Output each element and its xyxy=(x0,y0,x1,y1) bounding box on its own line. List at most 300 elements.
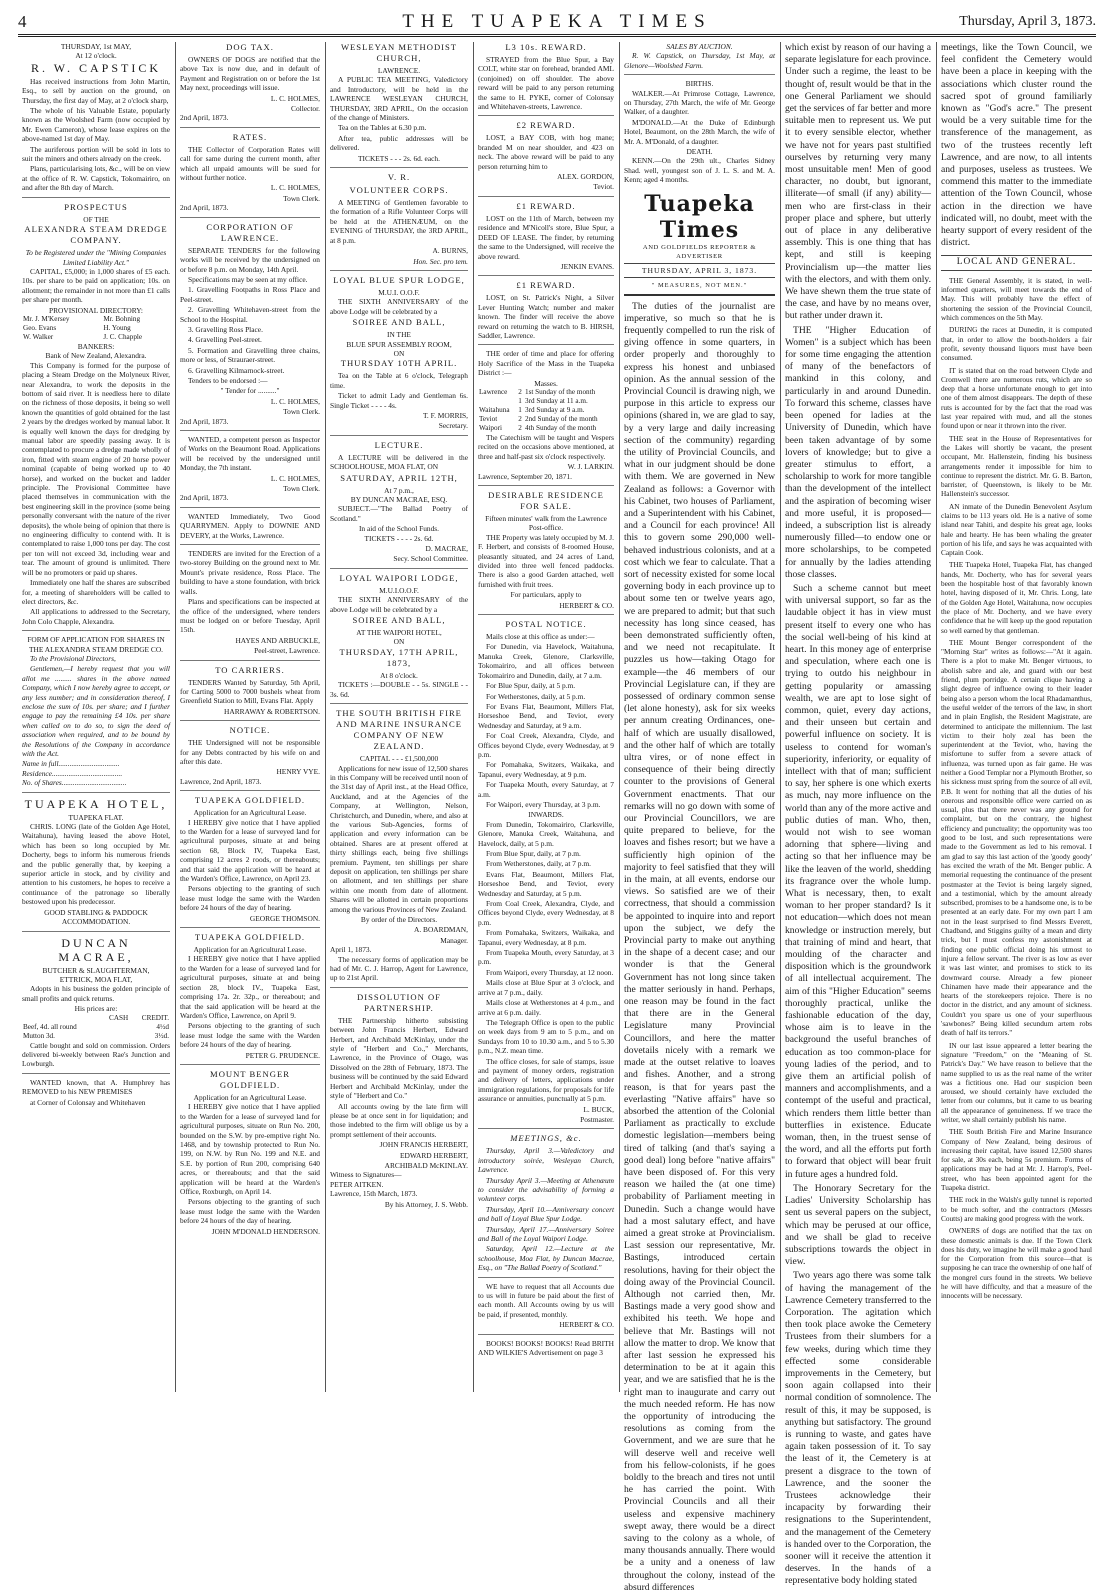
prices-heading: His prices are: xyxy=(22,1004,170,1013)
notice-date: 2nd April, 1873. xyxy=(180,493,320,502)
signature: A. BOARDMAN, xyxy=(330,925,468,934)
newspaper-title: THE TUAPEKA TIMES xyxy=(18,12,1096,32)
goldfield-heading: TUAPEKA GOLDFIELD. xyxy=(180,932,320,943)
table-row xyxy=(22,1023,170,1032)
nameplate-subtitle: AND GOLDFIELDS REPORTER & ADVERTISER xyxy=(624,243,775,261)
prospectus-of-the: OF THE xyxy=(22,215,170,224)
list-item: 5. Formation and Gravelling three chains, more or less, of Strauraer-street. xyxy=(180,346,320,365)
separator xyxy=(180,430,320,431)
wesleyan-advert xyxy=(330,42,468,163)
volunteer-advert xyxy=(330,172,468,266)
separator xyxy=(330,987,468,988)
volunteer-text: A MEETING of Gentlemen favorable to the formation of a Rifle Volunteer Corps will be held at the ATHENÆUM, on the EVENING of THURSDAY, the 3RD APRIL, at 8 p.m. xyxy=(330,198,468,245)
inwards-heading: INWARDS. xyxy=(478,810,614,819)
dissolution-heading: DISSOLUTION OF PARTNERSHIP. xyxy=(330,992,468,1014)
auction-text: Has received instructions from John Martin, Esq., to sell by auction on the ground, on Thursday, the first day of May, at 2 o'clock sharp, xyxy=(22,77,170,105)
news-item: IN our last issue appeared a letter bearing the signature "Freedom," on the "Meaning of St. Patrick's Day." We have reason to believe that the name supplied to us as the real name of the writer was a fictitious one. Had our suspicion been aroused, we should certainly have excluded the letter from our columns, but it came to us bearing all the appearance of genuineness. If we trace the writer, we shall certainly publish his name. xyxy=(941,1041,1092,1125)
notice-date: Lawrence, 2nd April, 1873. xyxy=(180,777,320,786)
signature-title: Manager. xyxy=(330,936,468,945)
mass-count: 1 xyxy=(517,397,524,406)
cash-column-header: CASH xyxy=(100,1014,130,1023)
notice-date: 2nd April, 1873. xyxy=(180,203,320,212)
wesleyan-text: After tea, public addresses will be delivered. xyxy=(330,134,468,153)
dissolution-text: THE Partnership hitherto subsisting between John Francis Herbert, Edward Herbert, and Archibald McKinlay, under the style of "Herbert and Co.," Merchants, Lawrence, in the Province of Otago, was Dissolved on the 28th of February, 1873. The business will be continued by the said Edward Herbert and Archibald McKinlay, under the style of "Herbert and Co." xyxy=(330,1016,468,1101)
separator xyxy=(180,720,320,721)
signature: L. BUCK, xyxy=(478,1105,614,1114)
mass-text: THE order of time and place for offering Holy Sacrifice of the Mass in the Tuapeka District :— xyxy=(478,349,614,377)
postal-text: Mails close at Blue Spur at 3 o'clock, and arrive at 7 p.m., daily. xyxy=(478,978,614,997)
mass-time: 3rd Sunday at 11 a.m. xyxy=(524,397,614,406)
cash-price xyxy=(100,1032,130,1041)
separator xyxy=(478,1334,614,1335)
dog-tax-text: OWNERS OF DOGS are notified that the above Tax is now due, and in default of Payment and Registration on or before the 1st May next, proceedings will issue. xyxy=(180,55,320,93)
ticket-price: TICKETS - - - - 2s. 6d. xyxy=(330,534,468,543)
news-item: THE South British Fire and Marine Insurance Company of New Zealand, being desirous of increasing their capital, have issued 12,500 shares for sale, at 30s each, being 5s premium. Forms of applications may be had at Mr. J. Harrop's, Peel-street, who has been appointed agent for the Tuapeka district. xyxy=(941,1127,1092,1192)
goldfield-lease xyxy=(180,795,320,923)
notice-date: Lawrence, September 20, 1871. xyxy=(478,472,614,481)
column-7 xyxy=(937,42,1096,1392)
insurance-text: Applications for new issue of 12,500 shares in this Company will be received until noon of the 31st day of April inst., at the Head Office, Auckland, and at the Agencies of the Company, at Wellington, Nelson, Christchurch, and Dunedin, where, and also at the various Sub-Agencies, forms of application and every information can be obtained. Shares are at present offered at thirty shillings each, being five shillings premium. Payment, ten shillings per share deposit on application, ten shillings per share on allotment, and ten shillings per share within one month from date of allotment. Shares will be allotted in certain proportions among the various Provinces of New Zealand. xyxy=(330,764,468,915)
capital-text: CAPITAL, £5,000; in 1,000 shares of £5 each. 10s. per share to be paid on application; 10s. on allotment; the remainder in not more than £1 calls per share per month. xyxy=(22,267,170,305)
goldfield-text: I HEREBY give notice that I have applied to the Warden for a lease of surveyed land for agricultural purposes, situate on Run No. 200, bounded on the S.W. by pre-emptive right No. 1468, and by township protected to Run No. 199, on N.W. by Run No. 199 and N.E. and S.E. by portion of Run 200, comprising 640 acres, or thereabouts; and that the said application will be heard at the Warden's Office, Roxburgh, on April 14. xyxy=(180,1102,320,1196)
lodge-date: THURSDAY 10TH APRIL. xyxy=(330,358,468,369)
list-item: 1. Gravelling Footpaths in Ross Place and Peel-street. xyxy=(180,285,320,304)
article-paragraph: THE "Higher Education of Women" is a subject which has been for some time engaging the attention of many of the benefactors of mankind in this colony, and particularly in and around Dunedin. To forward this scheme, classes have been opened for ladies at the University of Dunedin, which have been taken advantage of by some lovers of knowledge; but to give a greater stimulus to effort, a scholarship to work for more tangible than the development of the intellect and the aspiration of becoming wiser and more useful, it is proposed—indeed, a subscription list is already numerously filled—to endow one or more scholarships, to be competed for annually by the ladies attending those classes. xyxy=(785,325,931,581)
hotel-advert xyxy=(22,797,170,927)
inspector-text: WANTED, a competent person as Inspector of Works on the Beaumont Road. Applications will be received by the undersigned until Monday, the 7th instant. xyxy=(180,435,320,473)
mass-time: 1st Sunday of the month xyxy=(524,388,614,397)
separator xyxy=(330,568,468,569)
reward-heading: L3 10s. REWARD. xyxy=(478,42,614,53)
signature: HENRY VYE. xyxy=(180,767,320,776)
separator xyxy=(180,1064,320,1065)
nameplate-title: Tuapeka Times xyxy=(624,191,775,243)
bankers-name: Bank of New Zealand, Alexandra. xyxy=(22,351,170,360)
price-item: Beef, 4d. all round xyxy=(22,1023,100,1032)
lecture-time: At 7 p.m., xyxy=(330,486,468,495)
residence-for-sale xyxy=(478,490,614,610)
director-name: W. Walker xyxy=(22,333,102,342)
postal-heading: POSTAL NOTICE. xyxy=(478,619,614,630)
list-item: 6. Gravelling Kilmarnock-street. xyxy=(180,366,320,375)
signature: HERBERT & CO. xyxy=(478,1320,614,1329)
postal-text: From Coal Creek, Alexandra, Clyde, and Offices beyond Clyde, every Wednesday, at 8 p.m. xyxy=(478,899,614,927)
mass-time: 2nd Sunday of the month xyxy=(524,415,614,424)
separator xyxy=(180,790,320,791)
prospectus-text: Immediately one half the shares are subscribed for, a meeting of shareholders will be called to elect directors, &c. xyxy=(22,578,170,606)
removal-text: at Corner of Colonsay and Whitehaven xyxy=(22,1098,170,1107)
table-row xyxy=(478,406,614,415)
postal-notice xyxy=(478,619,614,1124)
signature: HARRAWAY & ROBERTSON. xyxy=(180,707,320,716)
postal-text: From Tuapeka Mouth, every Saturday, at 3 p.m. xyxy=(478,948,614,967)
list-item: Thursday, April 10.—Anniversary concert and ball of Loyal Blue Spur Lodge. xyxy=(478,1205,614,1224)
separator xyxy=(478,196,614,197)
signature: L. C. HOLMES, xyxy=(180,474,320,483)
lecture-subject: SUBJECT.—"The Ballad Poetry of Scotland." xyxy=(330,504,468,523)
page-number: 4 xyxy=(18,12,27,32)
postal-text: Mails close at Wetherstones at 4 p.m., and arrive at 6 p.m. daily. xyxy=(478,998,614,1017)
corporation-tenders xyxy=(180,222,320,426)
reward-text: LOST on the 11th of March, between my residence and M'Nicoll's store, Blue Spur, a DEED OF LEASE. The finder, by returning the same to the Undersigned, will receive the above reward. xyxy=(478,214,614,261)
reward-notice xyxy=(478,280,614,340)
wesleyan-location: LAWRENCE. xyxy=(330,66,468,75)
death-heading: DEATH. xyxy=(624,147,775,156)
quarrymen-wanted xyxy=(180,512,320,540)
debts-notice xyxy=(180,725,320,786)
postal-text: For Pomahaka, Switzers, Waikaka, and Tapanui, every Wednesday, at 9 p.m. xyxy=(478,760,614,779)
separator xyxy=(22,1073,170,1074)
goldfield-text: I HEREBY give notice that I have applied to the Warden for a lease of surveyed land for agricultural purposes, situate at and being section 28, block IV., Tuapeka East, comprising 17a. 2r. 32p., or thereabout; and that the said application will be heard at the Warden's Office, Lawrence, on April 9. xyxy=(180,954,320,1020)
mass-place: Waipori xyxy=(478,424,517,433)
news-item: AN inmate of the Dunedin Benevolent Asylum claims to be 113 years old. He is a native of some island near Tahiti, and despite his great age, looks hale and hearty. He has been whaling the greater portion of his life, and says he was acquainted with Captain Cook. xyxy=(941,502,1092,558)
list-item: Thursday, April 3.—Valedictory and introductory soirée, Wesleyan Church, Lawrence. xyxy=(478,1146,614,1174)
carriers-text: TENDERS Wanted by Saturday, 5th April, for Carting 5000 to 7000 bushels wheat from Greenfield Station to Mill, Evans Flat. Apply xyxy=(180,678,320,706)
auction-text: Plans, particularising lots, &c., will be on view at the office of R. W. Capstick, Tokomairiro, on and after the 8th day of March. xyxy=(22,164,170,192)
reward-text: LOST, on St. Patrick's Night, a Silver Lever Hunting Watch; number and maker known. The finder will receive the above reward on returning the watch to B. HIRSH, Saddler, Lawrence. xyxy=(478,293,614,340)
list-item: Thursday, April 17.—Anniversary Soiree and Ball of the Loyal Waipori Lodge. xyxy=(478,1225,614,1244)
witness-label: Witness to Signatures— xyxy=(330,1170,468,1179)
births-text: M'DONALD.—At the Duke of Edinburgh Hotel, Beaumont, on the 28th March, the wife of Mr. A. M'Donald, of a daughter. xyxy=(624,118,775,146)
goldfield-text: I HEREBY give notice that I have applied to the Warden for a lease of surveyed land for agricultural purposes, situate at and being section 68, Block IV, Tuapeka East, comprising 12 acres 2 roods, or thereabouts; and that said the application will be heard at the Warden's Office, Lawrence, on April 23. xyxy=(180,818,320,884)
meetings-list xyxy=(478,1133,614,1272)
form-shares-line: No. of Shares................................... xyxy=(22,778,170,787)
prospectus-advert xyxy=(22,202,170,626)
lecture-text: A LECTURE will be delivered in the SCHOOLHOUSE, MOA FLAT, ON xyxy=(330,453,468,472)
rates-text: THE Collector of Corporation Rates will call for same during the current month, after which all unpaid amounts will be sued for without further notice. xyxy=(180,145,320,183)
separator xyxy=(180,507,320,508)
lodge-advert xyxy=(330,275,468,431)
director-name: Mr. Bohning xyxy=(102,315,170,324)
separator xyxy=(22,197,170,198)
reward-heading: £2 REWARD. xyxy=(478,120,614,131)
table-row xyxy=(478,388,614,397)
soiree-heading: SOIREE AND BALL, xyxy=(330,317,468,328)
carriers-heading: TO CARRIERS. xyxy=(180,665,320,676)
tenders-text: Plans and specifications can be inspected at the office of the undersigned, where tenders must be lodged on or before Tuesday, April 15th. xyxy=(180,597,320,635)
issue-date: Thursday, April 3, 1873. xyxy=(959,12,1096,32)
auction-time: At 12 o'clock. xyxy=(22,51,170,60)
company-name: ALEXANDRA STEAM DREDGE COMPANY. xyxy=(22,224,170,246)
column-2 xyxy=(176,42,324,1392)
goldfield-heading: MOUNT BENGER GOLDFIELD. xyxy=(180,1069,320,1091)
postal-text: For Waipori, every Thursday, at 3 p.m. xyxy=(478,800,614,809)
signature: L. C. HOLMES, xyxy=(180,94,320,103)
butcher-text: Cattle bought and sold on commission. Orders delivered bi-weekly between Rae's Junction and Lowburgh. xyxy=(22,1041,170,1069)
wesleyan-text: Tea on the Tables at 6.30 p.m. xyxy=(330,123,468,132)
insurance-text: By order of the Directors. xyxy=(330,915,468,924)
mass-count: 2 xyxy=(517,424,524,433)
mass-place: Teviot xyxy=(478,415,517,424)
column-4 xyxy=(474,42,618,1392)
separator xyxy=(330,167,468,168)
mass-time: 4th Sunday of the month xyxy=(524,424,614,433)
residence-subheading: Fifteen minutes' walk from the Lawrence Post-office. xyxy=(478,514,614,533)
hotel-heading: TUAPEKA HOTEL, xyxy=(22,797,170,811)
separator xyxy=(330,270,468,271)
mass-time: 3rd Sunday at 9 a.m. xyxy=(524,406,614,415)
column-6 xyxy=(781,42,935,1392)
goldfield-lease xyxy=(180,1069,320,1236)
signature: D. MACRAE, xyxy=(330,544,468,553)
news-item: OWNERS of dogs are notified that the tax on these domestic animals is due. If the Town Clerk does his duty, we imagine he will make a good haul for the Corporation from this source—that is supposing he can trace the ownership of one half of the mongrel curs found in the streets. We believe he will have difficulty, and that a measure of the innocents will be necessary. xyxy=(941,1226,1092,1300)
leading-article-continued xyxy=(941,42,1092,249)
signature: JENKIN EVANS. xyxy=(478,262,614,271)
separator xyxy=(478,1277,614,1278)
insurance-text: The necessary forms of application may be had of Mr. C. J. Harrop, Agent for Lawrence, up to 21st April. xyxy=(330,955,468,983)
mass-schedule xyxy=(478,349,614,481)
mass-count: 2 xyxy=(517,388,524,397)
mass-count: 1 xyxy=(517,406,524,415)
separator xyxy=(180,127,320,128)
butcher-place: ETTRICK, MOA FLAT, xyxy=(22,975,170,984)
postal-text: Evans Flat, Beaumont, Millers Flat, Horseshoe Bend, and Teviot, every Wednesday and Saturday, at 5 p.m. xyxy=(478,870,614,898)
notice-date: Lawrence, 15th March, 1873. xyxy=(330,1189,468,1198)
form-name-line: Name in full................................. xyxy=(22,759,170,768)
removal-heading: WANTED known, that A. Humphrey has REMOVED to his NEW PREMISES xyxy=(22,1078,170,1097)
separator xyxy=(478,275,614,276)
births-text: WALKER.—At Primrose Cottage, Lawrence, on Thursday, 27th March, the wife of Mr. George Walker, of a daughter. xyxy=(624,89,775,117)
news-item: IT is stated that on the road between Clyde and Cromwell there are numerous ruts, which are so deep that a horse unfortunate enough to get into one of them almost disappears. The depth of these ruts is accounted for by the fact that the road was last year repaired with mud, and all the stones found upon or near it thrown into the river. xyxy=(941,366,1092,431)
signature: JOHN M'DONALD HENDERSON. xyxy=(180,1227,320,1236)
witness-name: PETER AITKEN. xyxy=(330,1180,468,1189)
postal-text: For Coal Creek, Alexandra, Clyde, and Offices beyond Clyde, every Wednesday, at 9 p.m. xyxy=(478,731,614,759)
news-item: THE Mount Benger correspondent of the "Morning Star" writes as follows:—"At it again. There is a plot to make Mt. Benger virtuous, to abolish sabre and ale, and guard with our best friend, plum porridge. A certain clique having a slight degree of influence owing to their leader being also a person whom the local Rhadamanthus, the useful welder of the terrors of the law, in short and in plain English, the Resident Magistrate, are determined to anticipate the millennium. The last victim to their holy zeal has been the superintendent at the Teviot, who, having the misfortune to suffer from a severe attack of influenza, was turned upon as fair game. He was neither a Good Templar nor a Plymouth Brother, so his sickness must spring from the source of all evil, P.B. It went for nothing that all the duties of his onerous and responsible office were carried on as usual, plus that there never was any ground for complaint, but on the contrary, the highest efficiency and punctuality; the opportunity was too good to be lost, and such representations were made to the Government as led to his removal. I am glad to say this last action of the 'goody goody' has excited the wrath of the Mt. Benger public. A memorial requesting the continuance of the present postmaster at the Teviot is being largely signed, and a testimonial, which by the amount already subscribed, promises to be a handsome one, is to be presented at an early date. For my own part I am not in the least surprised to find Messrs Everett, Chadband, and Stiggins guilty of a mean and dirty trick, but I must confess my astonishment at finding one public official doing his utmost to injure a fellow servant. The river is as low as ever it was last winter, and promises to stick to its downward course. Already a few pioneer Chinamen have made their appearance and the hearts of the storekeepers rejoice. There is no doctor in the district, and any amount of sickness. Couldn't you spare us one of your superfluous 'sawbones?' Being killed secundum artem robs death of half its terrors." xyxy=(941,638,1092,1038)
notice-date: 2nd April, 1873. xyxy=(180,417,320,426)
article-paragraph: meetings, like the Town Council, we feel confident the Cemetery would have been a place in keeping with the associations which cluster round the sacred spot of ground familiarly known as "God's acre." The present would be a very suitable time for the transference of the management, as two of the trustees recently left Lawrence, and are now, to all intents and purposes, useless as trustees. We commend this matter to the immediate attention of the Town Council, whose action in the direction we have indicated will, no doubt, meet with the hearty support of every resident of the district. xyxy=(941,42,1092,249)
ticket-price: TICKETS :—DOUBLE - - 5s. SINGLE - - 3s. 6d. xyxy=(330,680,468,699)
dissolution-notice xyxy=(330,992,468,1209)
waipori-lodge-advert xyxy=(330,573,468,699)
separator xyxy=(180,217,320,218)
quarrymen-text: WANTED Immediately, Two Good QUARRYMEN. Apply to DOWNIE AND DEVERY, at the Works, Lawrence. xyxy=(180,512,320,540)
lecture-advert xyxy=(330,440,468,564)
signature-title: Secy. School Committee. xyxy=(330,554,468,563)
postal-text: The office closes, for sale of stamps, issue and payment of money orders, registration and delivery of letters, applications under immigration regulations, for proposals for life assurance or annuities, punctually at 5 p.m. xyxy=(478,1057,614,1104)
accounts-text: WE have to request that all Accounts due to us will in future be paid about the first of each month. All Accounts owing by us will be paid, if presented, monthly. xyxy=(478,1282,614,1320)
postal-text: From Pomahaka, Switzers, Waikaka, and Tapanui, every Wednesday, at 8 p.m. xyxy=(478,928,614,947)
signature: L. C. HOLMES, xyxy=(180,397,320,406)
article-paragraph: Such a scheme cannot but meet with universal support, so far as the laudable object it has in view must present itself to every one who has the social well-being of his kind at heart. In this money age of enterprise and speculation, where each one is trying to outdo his neighbour in getting popularity or amassing wealth, we are apt to lose sight of common, quiet, every day actions, and their unseen but certain and powerful influence on society. It is useless to contend for woman's superiority, inferiority, or equality of intellect with that of man; sufficient to say, her sphere is one which exerts as much, nay more influence on the world than any of the more active and public duties of man. Who, then, would not wish to see woman adorning that sphere—living and acting so that her influence may be like the leaven of the world, shedding its fragrance over the whole lump. What is necessary, then, to exalt woman to her proper standard? Is it not education—which does not mean knowledge or instruction merely, but that training of mind and heart, that moulding of the character and disposition which is the groundwork of all intellectual acquirement. The aim of this "Higher Education" seems thoroughly practical, unlike the fashionable education of the day, whose aim is to leave in the background the useful branches of education as too common-place for young ladies of the period, and to give them an artificial polish of manners and accomplishments, and a contempt of the useful and practical, which renders them little better than butterflies in existence. Educate woman, then, in the truest sense of the word, and all the efforts put forth to forward that object will bear fruit in future ages a hundred fold. xyxy=(785,583,931,1181)
separator xyxy=(22,931,170,932)
table-row xyxy=(478,397,614,406)
tenders-text: TENDERS are invited for the Erection of a two-storey Building on the ground next to Mr. Mount's private residence, Ross Place. The building to have a stone foundation, with brick walls. xyxy=(180,549,320,596)
hotel-text: CHRIS. LONG (late of the Golden Age Hotel, Waitahuna), having leased the above Hotel, which has been so long occupied by Mr. Docherty, begs to inform his numerous friends and the public generally that, by keeping a superior article in stock, and by civility and attention to his customers, he hopes to receive a continuance of the patronage so liberally bestowed upon his predecessor. xyxy=(22,822,170,907)
corporation-text: Tenders to be endorsed :— xyxy=(180,376,320,385)
dissolution-text: All accounts owing by the late firm will please be at once sent in for liquidation; and those indebted to the firm will oblige us by a prompt settlement of their accounts. xyxy=(330,1102,468,1140)
form-addressee: To the Provisional Directors, xyxy=(22,654,170,663)
lodge-heading: LOYAL WAIPORI LODGE, xyxy=(330,573,468,584)
reward-notice xyxy=(478,201,614,271)
postal-text: The Telegraph Office is open to the public on week days from 9 am to 5 p.m., and on Sundays from 10 to 10.30 a.m., and 5 to 5.30 p.m., N.Z. mean time. xyxy=(478,1018,614,1056)
dateline: THURSDAY, APRIL 3, 1873. xyxy=(624,263,775,278)
rates-notice xyxy=(180,132,320,213)
bankers-heading: BANKERS: xyxy=(22,342,170,351)
ticket-price: TICKETS - - - 2s. 6d. each. xyxy=(330,154,468,163)
column-3 xyxy=(326,42,472,1392)
dog-tax-heading: DOG TAX. xyxy=(180,42,320,53)
hotel-footer: GOOD STABLING & PADDOCK ACCOMMODATION. xyxy=(22,908,170,927)
reward-heading: £1 REWARD. xyxy=(478,201,614,212)
signature: EDWARD HERBERT, xyxy=(330,1151,468,1160)
notice-heading: NOTICE. xyxy=(180,725,320,736)
births-notice xyxy=(624,79,775,184)
news-item: THE rock in the Walsh's gully tunnel is reported to be much softer, and the contractors (Messrs Coutts) are making good progress with the work. xyxy=(941,1195,1092,1223)
separator xyxy=(180,927,320,928)
butcher-heading: DUNCAN MACRAE, xyxy=(22,936,170,964)
goldfield-subheading: Application for an Agricultural Lease. xyxy=(180,808,320,817)
column-5 xyxy=(620,42,779,1392)
lodge-time: At 8 o'clock. xyxy=(330,671,468,680)
insurance-heading: THE SOUTH BRITISH FIRE AND MARINE INSURANCE COMPANY OF NEW ZEALAND. xyxy=(330,708,468,752)
lecture-speaker: BY DUNCAN MACRAE, ESQ. xyxy=(330,495,468,504)
lodge-text: Tea on the Table at 6 o'clock, Telegraph time. xyxy=(330,371,468,390)
births-heading: BIRTHS. xyxy=(624,79,775,88)
lecture-text: In aid of the School Funds. xyxy=(330,524,468,533)
article-paragraph: The duties of the journalist are imperative, so much so that he is frequently compelled to run the risk of giving offence in some quarters, in order properly and thoroughly to express his honest and unbiased opinion. As the annual session of the Provincial Council is drawing nigh, we purpose in this article to express our opinions (shared in, we are glad to say, by a very large and daily increasing section of the community) regarding the utility of Provincial Councils, and what in our judgment should be done with them. We are governed in New Zealand as follows: a Governor with his Cabinet, two houses of Parliament, and a Superintendent with his Cabinet, and a Council for each province! All this to govern some 290,000 well-behaved industrious colonists, and at a cost which we fear to calculate. That a sort of necessity existed for some local governing body in each province up to about some ten or twelve years ago, we are prepared to admit; but that such necessity has long since ceased, has been demonstrated sufficiently often, and we need not recapitulate. It puzzles us how—taking Otago for example—the 46 members of our Provincial Legislature can, if they are possessed of ordinary common sense (let alone honesty), ask for six weeks per annum creating Ordinances, one-half of which are usually disallowed, and the other half of which are totally ultra vires, or of none effect in consequence of their being directly counter to the provisions of General Government enactments. That our remarks will no go down with some of our Provincial Councillors, we are quite prepared to believe, for the loaves and fishes resort; but we have a sufficiently high opinion of the majority to feel satisfied that they will in the main, at all events, endorse our views. So satisfied are we of their correctness, that should a commission be appointed to inquire into and report upon the subject, we defy the Provincial party to make out anything in the shape of a decent case; and our wonder is that the General Government has not long since taken the matter seriously in hand. Perhaps, one reason may be found in the fact that there are in the General Legislature many Provincial Councillors, and here the matter dovetails nicely with a remark we made at the outset relative to loaves and fishes. Another, and a strong reason, is that for years past the everlasting "Native affairs" have so absorbed the attention of the Colonial Parliament as practically to exclude domestic legislation—members being tired of talking (and that's saying a good deal) long before "native affairs" have been disposed of. For this very reason we hailed the (at one time) probability of Parliament meeting in Dunedin. Such a change would have had a most salutary effect, and have aimed a great stroke at Provincialism. Last session our representative, Mr. Bastings, introduced certain resolutions, having for their object the doing away of the Provincial Council. Although not carried then, Mr. Bastings made a very good show and exhibited his teeth. We hope and believe that Mr. Bastings will not allow the matter to drop. We know that after last session he expressed his determination to be at it again this year, and we are satisfied that he is the right man to inaugurate and carry out the much needed reform. He has now the opportunity of introducing the resolutions as coming from the Government, and we are sure that he will deserve well and receive well from his fellow-colonists, if he goes boldly to the breach and tires not until he has carried the point. With Provincial Councils and all their useless and expensive machinery swept away, there would be a direct saving to the colony as a whole, of many thousands annually. There would be a unity and a oneness of law throughout the colony, instead of the absurd differences xyxy=(624,301,775,1594)
signature-title: Peel-street, Lawrence. xyxy=(180,646,320,655)
auction-advert xyxy=(22,42,170,193)
signature-title: Postmaster. xyxy=(478,1115,614,1124)
auction-text: The whole of his Valuable Estate, popularly known as the Woolshed Farm (now occupied by Mr. Ewen Cameron), whose lease expires on the above-named 1st day of May. xyxy=(22,106,170,144)
directors-table xyxy=(22,315,170,342)
postal-text: For Dunedin, via Havelock, Waitahuna, Manuka Creek, Glenore, Clarksville, Tokomairiro, and all offices between Tokomairiro and Dunedin, daily, at 7 a.m. xyxy=(478,642,614,680)
tender-label: " Tender for .........." xyxy=(180,386,320,395)
director-name: Mr. J. M'Kersey xyxy=(22,315,102,324)
separator xyxy=(330,435,468,436)
lodge-date: THURSDAY, 17TH APRIL, 1873, xyxy=(330,647,468,669)
list-item: 2. Gravelling Whitehaven-street from the School to the Hospital. xyxy=(180,305,320,324)
sales-by-auction xyxy=(624,42,775,70)
newspaper-motto: " MEASURES, NOT MEN." xyxy=(624,280,775,295)
masses-label: Masses. xyxy=(478,379,614,388)
separator xyxy=(478,485,614,486)
goldfield-heading: TUAPEKA GOLDFIELD. xyxy=(180,795,320,806)
corporation-heading: CORPORATION OF LAWRENCE. xyxy=(180,222,320,244)
signature-title: Town Clerk. xyxy=(180,407,320,416)
residence-text: THE Property was lately occupied by M. J. F. Herbert, and consists of 8-roomed House, pleasantly situated, and 24 acres of Land, divided into three well fenced paddocks. There is also a good Garden attached, well furnished with fruit trees. xyxy=(478,533,614,589)
news-item: THE General Assembly, it is stated, in well-informed quarters, will meet towards the end of May. This will probably have the effect of shortening the session of the Provincial Council, which commences on the 5th May. xyxy=(941,276,1092,322)
wesleyan-heading: WESLEYAN METHODIST CHURCH, xyxy=(330,42,468,64)
cash-price xyxy=(100,1023,130,1032)
mass-place: Waitahuna xyxy=(478,406,517,415)
price-table xyxy=(22,1014,170,1041)
reward-text: LOST, a BAY COB, with hog mane; branded M on near shoulder, and 423 on neck. The above reward will be paid to any person returning him to xyxy=(478,133,614,171)
reward-notice xyxy=(478,42,614,111)
ticket-price: Ticket to admit Lady and Gentleman 6s. Single Ticket - - - - 4s. xyxy=(330,391,468,410)
postal-text: For Wetherstones, daily, at 5 p.m. xyxy=(478,692,614,701)
notice-text: THE Undersigned will not be responsible for any Debts contracted by his wife on and after this date. xyxy=(180,738,320,766)
form-body: Gentlemen,—I hereby request that you will allot me ......... shares in the above named Company, which I now hereby agree to accept, or any less number; and in consideration thereof, I enclose the sum of 10s. per share; and I further engage to pay the remaining £4 10s. per share when called on to do so, to sign the deed of association when required, and to be bound by the Resolutions of the Company in accordance with the Act. xyxy=(22,664,170,758)
residence-text: For particulars, apply to xyxy=(478,590,614,599)
lodge-text: ON xyxy=(330,637,468,646)
separator xyxy=(180,544,320,545)
credit-price: 3½d. xyxy=(129,1032,170,1041)
removal-advert xyxy=(22,1078,170,1107)
sales-text: R. W. Capstick, on Thursday, 1st May, at Glenore—Woolshed Farm. xyxy=(624,51,775,70)
mass-table xyxy=(478,388,614,433)
inspector-wanted xyxy=(180,435,320,503)
news-item: THE Tuapeka Hotel, Tuapeka Flat, has changed hands, Mr. Docherty, who has for several years been the hospitable host of that favorably known hotel, having disposed of it, Mr. Chris. Long, late of the Golden Age Hotel, Waitahuna, now occupies the place of Mr. Docherty, and we have every confidence that he will keep up the good reputation so well earned by that gentleman. xyxy=(941,560,1092,634)
table-row xyxy=(478,424,614,433)
signature: GEORGE THOMSON. xyxy=(180,914,320,923)
signature: L. C. HOLMES, xyxy=(180,183,320,192)
books-advert xyxy=(478,1339,614,1358)
lecture-heading: LECTURE. xyxy=(330,440,468,451)
masthead xyxy=(18,12,1096,34)
signature: PETER G. PRUDENCE. xyxy=(180,1051,320,1060)
list-item: Thursday April 3.—Meeting at Athenæum to consider the advisability of forming a volunteer corps. xyxy=(478,1176,614,1204)
royal-cipher: V. R. xyxy=(330,172,468,183)
goldfield-lease xyxy=(180,932,320,1060)
table-row xyxy=(478,415,614,424)
auction-heading: R. W. CAPSTICK xyxy=(22,61,170,75)
credit-column-header: CREDIT. xyxy=(129,1014,170,1023)
signature-title: Teviot. xyxy=(478,182,614,191)
masthead-rule xyxy=(18,34,1096,37)
signature-title: Hon. Sec. pro tem. xyxy=(330,257,468,266)
form-residence-line: Residence...................................... xyxy=(22,769,170,778)
list-item: 4. Gravelling Peel-street. xyxy=(180,335,320,344)
butcher-trade: BUTCHER & SLAUGHTERMAN, xyxy=(22,966,170,975)
signature-title: Secretary. xyxy=(330,421,468,430)
signature-title: Collector. xyxy=(180,104,320,113)
butcher-advert xyxy=(22,936,170,1069)
reward-text: STRAYED from the Blue Spur, a Bay COLT, white star on forehead, branded AML (conjoined) on off shoulder. The above reward will be paid to any person returning the same to H. PYKE, corner of Colonsay and Whitehaven-streets, Lawrence. xyxy=(478,55,614,111)
lodge-order: M.U.I.O.O.F. xyxy=(330,586,468,595)
registration-note: To be Registered under the "Mining Companies Limited Liability Act." xyxy=(22,248,170,267)
separator xyxy=(478,614,614,615)
signature-title: Town Clerk. xyxy=(180,194,320,203)
goldfield-text: Persons objecting to the granting of such lease must lodge the same with the Warden before 24 hours of the day of hearing. xyxy=(180,884,320,912)
lodge-venue: AT THE WAIPORI HOTEL, xyxy=(330,628,468,637)
goldfield-subheading: Application for an Agricultural Lease. xyxy=(180,945,320,954)
article-paragraph: Two years ago there was some talk of having the management of the Lawrence Cemetery transferred to the Corporation. The agitation which then took place awoke the Cemetery Trustees from their slumbers for a few weeks, during which time they effected some considerable improvements in the Cemetery, but soon again collapsed into their normal condition of somnolence. The result of this, it may be supposed, is anything but satisfactory. The ground is running to waste, and gates have again taken possession of it. To say the least of it, the Cemetery is at present a disgrace to the town of Lawrence, and the sooner the Trustees acknowledge their incapacity by forwarding their resignations to the Superintendent, and the management of the Cemetery is handed over to the Corporation, the sooner will it receive the attention it deserves. In the hands of a representative body holding stated xyxy=(785,1270,931,1587)
corporation-text: Specifications may be seen at my office. xyxy=(180,275,320,284)
news-item: DURING the races at Dunedin, it is computed that, in order to allow the booth-holders a fair profit, seventy thousand liquors must have been consumed. xyxy=(941,325,1092,362)
goldfield-text: Persons objecting to the granting of such lease must lodge the same with the Warden before 24 hours of the day of hearing. xyxy=(180,1197,320,1225)
carriers-notice xyxy=(180,665,320,717)
notice-date: April 1, 1873. xyxy=(330,945,468,954)
meetings-heading: MEETINGS, &c. xyxy=(478,1133,614,1144)
mass-count: 2 xyxy=(517,415,524,424)
lodge-order: M.U.I. O.O.F. xyxy=(330,288,468,297)
butcher-text: Adopts in his business the golden principle of small profits and quick returns. xyxy=(22,984,170,1003)
column-1 xyxy=(18,42,174,1392)
dog-tax-notice xyxy=(180,42,320,123)
news-item: THE seat in the House of Representatives for the Lakes will shortly be vacant, the present occupant, Mr. Hallenstein, finding his business arrangements render it impossible for him to continue to represent the district. Mr. G. B. Barton, barrister, of Queenstown, is likely to be Mr. Hallenstein's successor. xyxy=(941,434,1092,499)
attorney-line: By his Attorney, J. S. Webb. xyxy=(330,1200,468,1209)
form-heading: FORM OF APPLICATION FOR SHARES IN THE ALEXANDRA STEAM DREDGE CO. xyxy=(22,635,170,654)
mass-place: Lawrence xyxy=(478,388,517,397)
price-item: Mutton 3d. xyxy=(22,1032,100,1041)
hotel-location: TUAPEKA FLAT. xyxy=(22,813,170,822)
insurance-capital: CAPITAL - - - £1,500,000 xyxy=(330,754,468,763)
lodge-text: ON xyxy=(330,349,468,358)
signature: JOHN FRANCIS HERBERT, xyxy=(330,1140,468,1149)
signature: HAYES AND ARBUCKLE, xyxy=(180,636,320,645)
signature: ARCHIBALD McKINLAY. xyxy=(330,1161,468,1170)
lodge-text: THE SIXTH ANNIVERSARY of the above Lodge will be celebrated by a xyxy=(330,297,468,316)
lecture-date: SATURDAY, APRIL 12TH, xyxy=(330,473,468,484)
director-name: J. C. Chapple xyxy=(102,333,170,342)
signature: A. BURNS, xyxy=(330,246,468,255)
list-item: 3. Gravelling Ross Place. xyxy=(180,325,320,334)
signature: ALEX. GORDON, xyxy=(478,172,614,181)
separator xyxy=(478,344,614,345)
postal-text: For Evans Flat, Beaumont, Millers Flat, Horseshoe Bend, and Teviot, every Wednesday and Saturday, at 9 a.m. xyxy=(478,702,614,730)
postal-text: From Wetherstones, daily, at 7 p.m. xyxy=(478,859,614,868)
